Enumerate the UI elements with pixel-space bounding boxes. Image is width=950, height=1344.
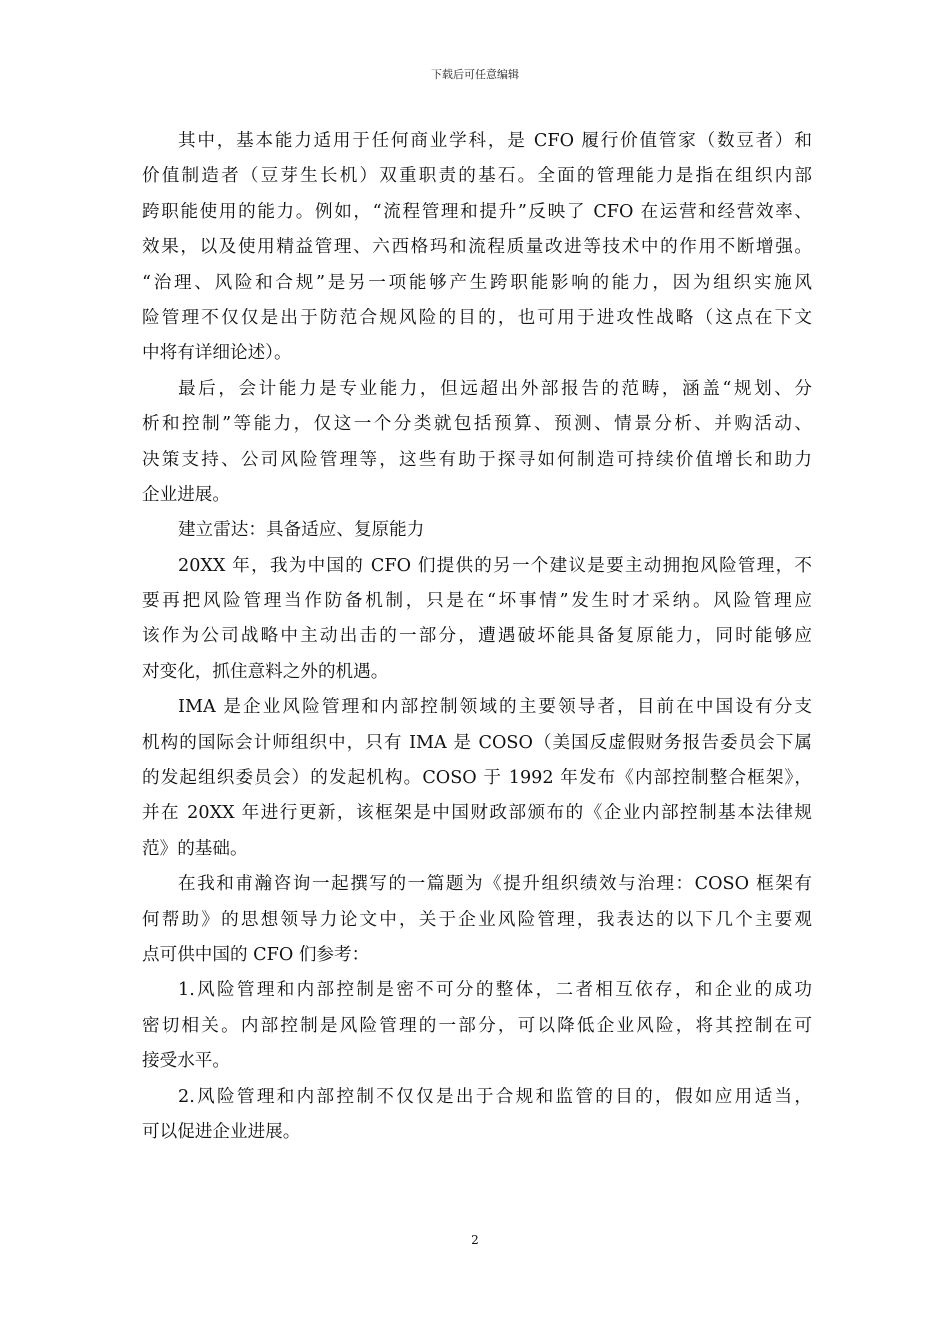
text-line: 险管理不仅仅是出于防范合规风险的目的，也可用于进攻性战略（这点在下文 [142,307,812,328]
text-line: 跨职能使用的能力。例如，“流程管理和提升”反映了 CFO 在运营和经营效率、 [142,201,812,222]
page-header: 下载后可任意编辑 [431,68,519,81]
text-line: 决策支持、公司风险管理等，这些有助于探寻如何制造可持续价值增长和助力 [142,449,812,470]
text-line: 接受水平。 [142,1051,230,1072]
text-line: 并在 20XX 年进行更新，该框架是中国财政部颁布的《企业内部控制基本法律规 [142,803,812,824]
document-body [142,124,812,1150]
text-line: 该作为公司战略中主动出击的一部分，遭遇破坏能具备复原能力，同时能够应 [142,626,812,647]
text-line: 中将有详细论述）。 [142,343,292,364]
page-number: 2 [471,1233,479,1247]
text-line: 效果，以及使用精益管理、六西格玛和流程质量改进等技术中的作用不断增强。 [142,237,812,258]
text-line: 对变化，抓住意料之外的机遇。 [142,661,389,682]
text-line: 最后，会计能力是专业能力，但远超出外部报告的范畴，涵盖“规划、分 [178,378,812,399]
text-line: “治理、风险和合规”是另一项能够产生跨职能影响的能力，因为组织实施风 [142,272,812,293]
text-line: 机构的国际会计师组织中，只有 IMA 是 COSO（美国反虚假财务报告委员会下属 [142,732,812,753]
text-line: 的发起组织委员会）的发起机构。COSO 于 1992 年发布《内部控制整合框架》， [142,768,812,789]
text-line: 范》的基础。 [142,838,248,859]
text-line: 20XX 年，我为中国的 CFO 们提供的另一个建议是要主动拥抱风险管理，不 [178,555,812,576]
text-line: 1.风险管理和内部控制是密不可分的整体，二者相互依存，和企业的成功 [178,980,812,1001]
text-line: 在我和甫瀚咨询一起撰写的一篇题为《提升组织绩效与治理：COSO 框架有 [178,874,812,895]
text-line: 密切相关。内部控制是风险管理的一部分，可以降低企业风险，将其控制在可 [142,1015,812,1036]
text-line: 企业进展。 [142,484,230,505]
text-line: 要再把风险管理当作防备机制，只是在“坏事情”发生时才采纳。风险管理应 [142,591,812,612]
text-line: 点可供中国的 CFO 们参考： [142,944,370,965]
text-line: 可以促进企业进展。 [142,1121,301,1142]
text-line: 价值制造者（豆芽生长机）双重职责的基石。全面的管理能力是指在组织内部 [142,166,812,187]
text-line: 建立雷达：具备适应、复原能力 [178,520,425,541]
text-line: 2.风险管理和内部控制不仅仅是出于合规和监管的目的，假如应用适当， [178,1086,812,1107]
text-line: 析和控制”等能力，仅这一个分类就包括预算、预测、情景分析、并购活动、 [142,414,812,435]
text-line: 其中，基本能力适用于任何商业学科，是 CFO 履行价值管家（数豆者）和 [178,131,812,151]
text-line: 何帮助》的思想领导力论文中，关于企业风险管理，我表达的以下几个主要观 [142,909,812,930]
text-line: IMA 是企业风险管理和内部控制领域的主要领导者，目前在中国设有分支 [178,697,812,718]
